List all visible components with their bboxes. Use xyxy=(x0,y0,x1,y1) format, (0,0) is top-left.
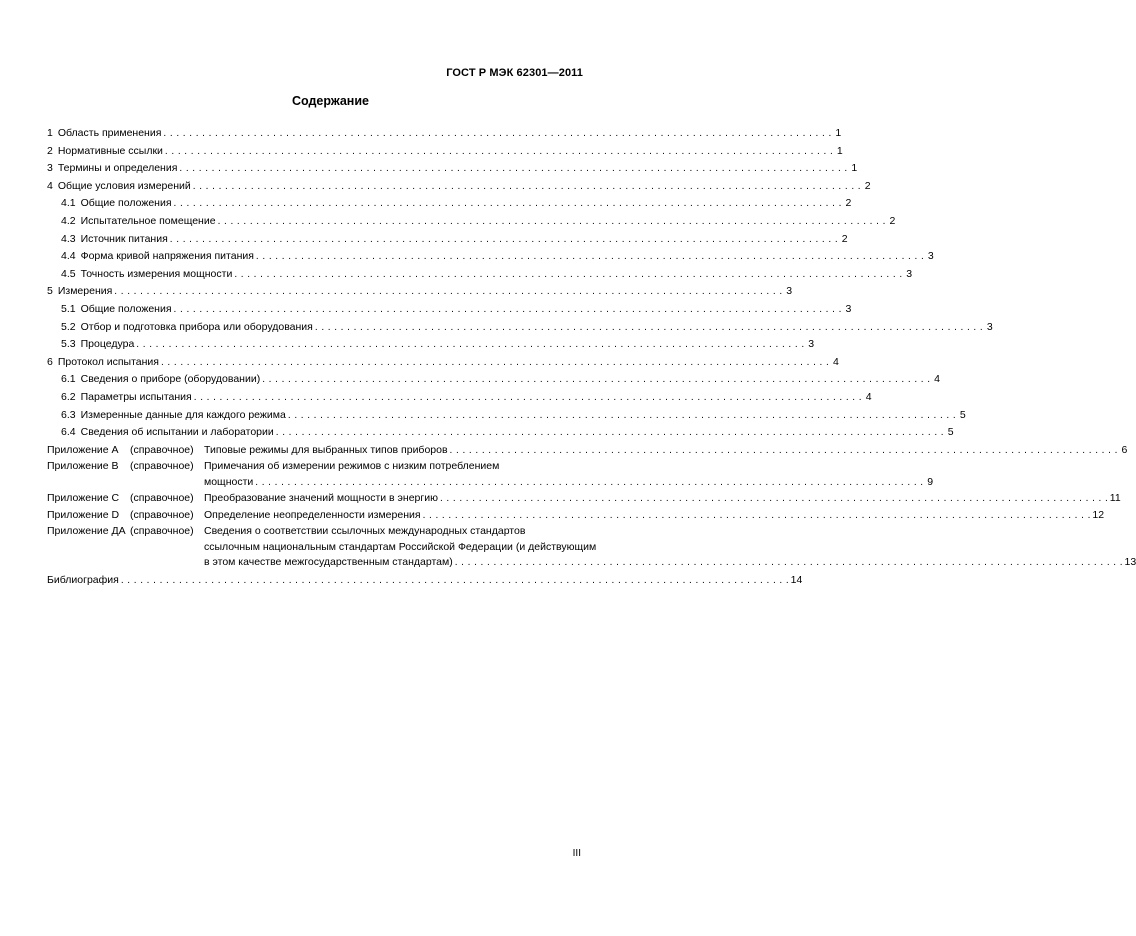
toc-entry-text xyxy=(47,178,191,196)
toc-entry-number: 5 xyxy=(47,285,53,298)
toc-entry-page: 2 xyxy=(889,214,896,227)
toc-entry-label: Протокол испытания xyxy=(57,355,159,368)
toc-entry-number: 5.1 xyxy=(61,302,76,315)
appendix-kind: (справочное) xyxy=(130,525,194,538)
dot-leader xyxy=(262,371,930,389)
appendix-title-text: Определение неопределенности измерения xyxy=(204,508,421,521)
dot-leader xyxy=(174,301,842,319)
appendix-page: 12 xyxy=(1092,508,1105,521)
toc-entry-line xyxy=(61,266,913,284)
bibliography-line xyxy=(47,572,803,590)
toc-entry[interactable] xyxy=(47,389,872,407)
toc-entry-label: Источник питания xyxy=(80,232,168,245)
toc-entry-line xyxy=(61,389,872,407)
toc-entry-page: 3 xyxy=(986,320,993,333)
toc-entry-label: Испытательное помещение xyxy=(80,214,216,227)
toc-entry-page: 2 xyxy=(864,179,871,192)
toc-entry-page: 1 xyxy=(836,144,843,157)
toc-entry-page: 3 xyxy=(808,338,815,351)
appendix-title-text: в этом качестве межгосударственным стандартам) xyxy=(204,556,453,569)
toc-entry[interactable] xyxy=(47,354,839,372)
toc-entry-line xyxy=(47,354,839,372)
dot-leader xyxy=(170,231,838,249)
toc-entry-number: 5.2 xyxy=(61,320,76,333)
appendix-page: 11 xyxy=(1109,492,1121,505)
toc-entry-line xyxy=(61,231,848,249)
toc-entry-label: Процедура xyxy=(80,338,135,351)
dot-leader xyxy=(315,319,983,337)
toc-entry-page: 3 xyxy=(906,267,913,280)
appendix-entry[interactable] xyxy=(47,459,934,490)
appendix-title xyxy=(204,508,1104,524)
toc-entry-text xyxy=(47,354,159,372)
dot-leader xyxy=(276,424,944,442)
toc-entry-text xyxy=(61,407,286,425)
toc-entry-number: 4.3 xyxy=(61,232,76,245)
document-id: ГОСТ Р МЭК 62301—2011 xyxy=(446,67,583,79)
toc-entry-number: 4.5 xyxy=(61,267,76,280)
toc-entry[interactable] xyxy=(47,336,815,354)
toc-entry-page: 3 xyxy=(786,285,793,298)
toc-entry-label: Отбор и подготовка прибора или оборудования xyxy=(80,320,313,333)
dot-leader xyxy=(194,389,862,407)
dot-leader xyxy=(193,178,861,196)
toc-entry[interactable] xyxy=(47,248,934,266)
toc-entry-number: 5.3 xyxy=(61,338,76,351)
appendix-title xyxy=(204,459,933,490)
toc-entry-line xyxy=(61,424,954,442)
toc-entry-text xyxy=(61,195,172,213)
dot-leader xyxy=(174,195,842,213)
bibliography-label: Библиография xyxy=(47,573,119,586)
toc-entry-text xyxy=(61,266,232,284)
appendix-kind: (справочное) xyxy=(130,443,194,456)
toc-entry-line xyxy=(47,283,793,301)
toc-entry-number: 2 xyxy=(47,144,53,157)
dot-leader xyxy=(161,354,829,372)
toc-entry-label: Область применения xyxy=(57,127,162,139)
dot-leader xyxy=(440,491,1108,507)
toc-entry-text xyxy=(61,371,260,389)
toc-entry-page: 5 xyxy=(959,408,966,421)
toc-entry-line xyxy=(61,371,941,389)
toc-entry-text xyxy=(61,231,168,249)
toc-entry-line xyxy=(61,213,896,231)
appendix-kind: (справочное) xyxy=(130,508,194,521)
toc-entry-text xyxy=(47,283,112,301)
appendix-title-line: Примечания об измерении режимов с низким потреблением xyxy=(204,460,500,473)
toc-entry[interactable] xyxy=(47,213,896,231)
toc-entry[interactable] xyxy=(47,266,913,284)
dot-leader xyxy=(218,213,886,231)
dot-leader xyxy=(163,125,831,143)
appendix-title-line xyxy=(204,555,1136,571)
appendix-title-line xyxy=(204,475,933,491)
toc-entry-text xyxy=(61,301,172,319)
toc-entry-label: Параметры испытания xyxy=(80,390,192,403)
toc-entry-page: 4 xyxy=(832,355,839,368)
toc-entry-number: 6 xyxy=(47,355,53,368)
toc-entry-line xyxy=(47,125,842,143)
appendix-code: Приложение ДА xyxy=(47,525,126,538)
appendix-title-text: Типовые режимы для выбранных типов приборов xyxy=(204,443,448,456)
toc-entry[interactable] xyxy=(47,195,852,213)
dot-leader xyxy=(234,266,902,284)
appendix-title-line xyxy=(204,491,1121,507)
appendix-entry[interactable] xyxy=(47,491,1121,507)
dot-leader xyxy=(256,248,924,266)
toc-entry-label: Сведения о приборе (оборудовании) xyxy=(80,373,261,386)
toc-entry-line xyxy=(61,248,934,266)
toc-entry-page: 3 xyxy=(927,250,934,263)
appendix-entry[interactable] xyxy=(47,524,1136,571)
toc-entry-page: 3 xyxy=(845,302,852,315)
appendix-code: Приложение А xyxy=(47,443,119,456)
toc-entry-number: 4 xyxy=(47,179,53,192)
bibliography-entry[interactable] xyxy=(47,572,803,590)
toc-entry-line xyxy=(47,178,871,196)
toc-entry[interactable] xyxy=(47,301,852,319)
toc-entry-text xyxy=(47,125,161,143)
dot-leader xyxy=(450,443,1118,459)
toc-entry-label: Общие положения xyxy=(80,197,172,210)
toc-entry-page: 2 xyxy=(841,232,848,245)
toc-entry-label: Измеренные данные для каждого режима xyxy=(80,408,286,421)
toc-entry-page: 1 xyxy=(835,127,842,139)
toc-entry-text xyxy=(61,248,254,266)
appendix-title-text: мощности xyxy=(204,475,254,488)
toc-entry-number: 1 xyxy=(47,127,53,139)
toc-entry-line xyxy=(61,336,815,354)
appendix-page: 6 xyxy=(1121,443,1128,456)
toc-entry-label: Измерения xyxy=(57,285,113,298)
toc-entry-text xyxy=(61,336,134,354)
toc-entry-line xyxy=(61,195,852,213)
appendix-title xyxy=(204,491,1121,507)
toc-entry[interactable] xyxy=(47,160,858,178)
toc-entry-text xyxy=(61,389,192,407)
appendix-code: Приложение D xyxy=(47,508,120,521)
appendix-page: 13 xyxy=(1124,556,1136,569)
toc-entry-label: Общие положения xyxy=(80,302,172,315)
toc-entry-label: Сведения об испытании и лаборатории xyxy=(80,426,274,439)
toc-entry-page: 1 xyxy=(851,162,858,175)
appendix-title-text: Преобразование значений мощности в энергию xyxy=(204,492,438,505)
appendix-code: Приложение В xyxy=(47,460,119,473)
toc-entry[interactable] xyxy=(47,143,843,161)
appendix-kind: (справочное) xyxy=(130,492,194,505)
toc-entry[interactable] xyxy=(47,231,848,249)
appendix-title xyxy=(204,524,1136,571)
toc-entry-page: 4 xyxy=(934,373,941,386)
toc-entry-number: 4.2 xyxy=(61,214,76,227)
appendix-code: Приложение С xyxy=(47,492,120,505)
appendix-entry[interactable] xyxy=(47,508,1105,524)
appendix-title-line xyxy=(204,443,1127,459)
page-title: Содержание xyxy=(291,94,369,108)
toc-entry[interactable] xyxy=(47,371,941,389)
toc-entry-label: Форма кривой напряжения питания xyxy=(80,250,254,263)
appendix-title xyxy=(204,443,1127,459)
toc-entry-text xyxy=(47,160,177,178)
toc-entry-label: Нормативные ссылки xyxy=(57,144,163,157)
toc-entry-page: 4 xyxy=(865,390,872,403)
appendix-title-line: Сведения о соответствии ссылочных международных стандартов xyxy=(204,525,526,538)
appendix-page: 9 xyxy=(927,475,934,488)
dot-leader xyxy=(136,336,804,354)
dot-leader xyxy=(121,572,789,590)
toc-entry-number: 4.1 xyxy=(61,197,76,210)
dot-leader xyxy=(255,475,923,491)
toc-entry-page: 2 xyxy=(845,197,852,210)
toc-entry-line xyxy=(61,319,993,337)
toc-entry[interactable] xyxy=(47,407,966,425)
toc-entry-page: 5 xyxy=(947,426,954,439)
toc-entry[interactable] xyxy=(47,424,954,442)
toc-entry-number: 6.2 xyxy=(61,390,76,403)
toc-entry-line xyxy=(61,301,852,319)
appendix-entry[interactable] xyxy=(47,443,1128,459)
bibliography-page: 14 xyxy=(790,573,803,586)
toc-entry-number: 6.4 xyxy=(61,426,76,439)
toc-entry-text xyxy=(61,213,216,231)
toc-entry-line xyxy=(61,407,966,425)
appendix-kind: (справочное) xyxy=(130,460,194,473)
toc-entry[interactable] xyxy=(47,125,842,143)
toc-entry[interactable] xyxy=(47,283,793,301)
dot-leader xyxy=(165,143,833,161)
toc-entry-number: 6.1 xyxy=(61,373,76,386)
toc-entry-number: 4.4 xyxy=(61,250,76,263)
toc-entry-number: 3 xyxy=(47,162,53,175)
table-of-contents xyxy=(47,125,1136,589)
toc-entry-text xyxy=(61,319,313,337)
toc-entry[interactable] xyxy=(47,319,993,337)
toc-entry-line xyxy=(47,160,858,178)
toc-entry-label: Термины и определения xyxy=(57,162,178,175)
toc-entry[interactable] xyxy=(47,178,871,196)
dot-leader xyxy=(114,283,782,301)
toc-entry-label: Точность измерения мощности xyxy=(80,267,233,280)
toc-entry-label: Общие условия измерений xyxy=(57,179,191,192)
dot-leader xyxy=(288,407,956,425)
dot-leader xyxy=(179,160,847,178)
appendix-title-line xyxy=(204,508,1104,524)
toc-entry-line xyxy=(47,143,843,161)
toc-entry-text xyxy=(47,143,163,161)
dot-leader xyxy=(423,508,1091,524)
toc-entry-text xyxy=(61,424,274,442)
toc-entry-number: 6.3 xyxy=(61,408,76,421)
dot-leader xyxy=(455,555,1123,571)
appendix-title-line: ссылочным национальным стандартам Российской Федерации (и действующим xyxy=(204,540,597,553)
page-number: III xyxy=(572,848,581,859)
